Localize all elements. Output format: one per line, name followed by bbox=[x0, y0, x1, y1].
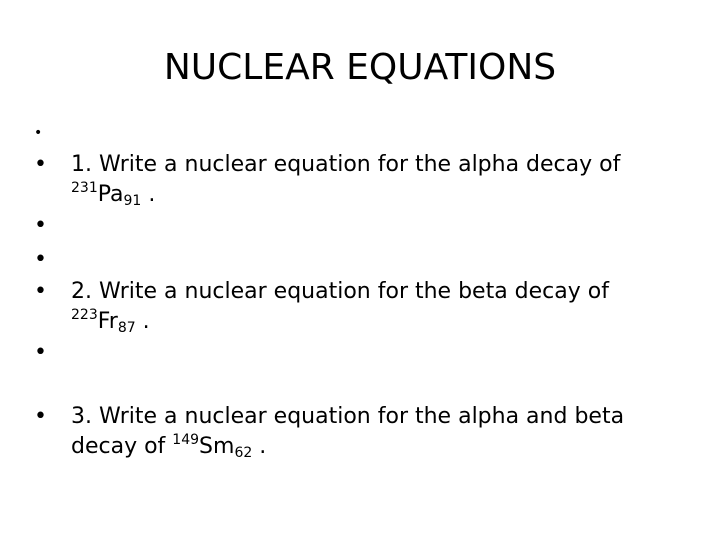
element-symbol: Pa bbox=[97, 182, 124, 207]
question-3-text: 3. Write a nuclear equation for the alpha and beta bbox=[71, 404, 625, 429]
question-3-isotope bbox=[71, 432, 267, 461]
element-symbol: Fr bbox=[97, 309, 118, 334]
bullet-icon: • bbox=[34, 340, 47, 365]
question-2-text: 2. Write a nuclear equation for the beta decay of bbox=[71, 279, 609, 304]
mass-number: 223 bbox=[71, 307, 98, 323]
atomic-number: 62 bbox=[234, 445, 253, 461]
question-1-isotope bbox=[71, 180, 156, 209]
bullet-icon: • bbox=[34, 152, 47, 177]
period: . bbox=[135, 309, 150, 334]
bullet-icon: • bbox=[34, 125, 43, 141]
mass-number: 231 bbox=[71, 180, 98, 196]
bullet-icon: • bbox=[34, 279, 47, 304]
slide-title: NUCLEAR EQUATIONS bbox=[163, 47, 557, 88]
bullet-icon: • bbox=[34, 213, 47, 238]
atomic-number: 87 bbox=[117, 320, 136, 336]
mass-number: 149 bbox=[172, 432, 200, 448]
question-1-text: 1. Write a nuclear equation for the alpha decay of bbox=[71, 152, 621, 177]
element-symbol: Sm bbox=[199, 434, 235, 459]
period: . bbox=[252, 434, 267, 459]
period: . bbox=[141, 182, 156, 207]
bullet-icon: • bbox=[34, 247, 47, 272]
bullet-icon: • bbox=[34, 404, 47, 429]
question-3-prefix: decay of bbox=[71, 434, 173, 459]
question-2-isotope bbox=[71, 307, 150, 336]
atomic-number: 91 bbox=[123, 193, 142, 209]
